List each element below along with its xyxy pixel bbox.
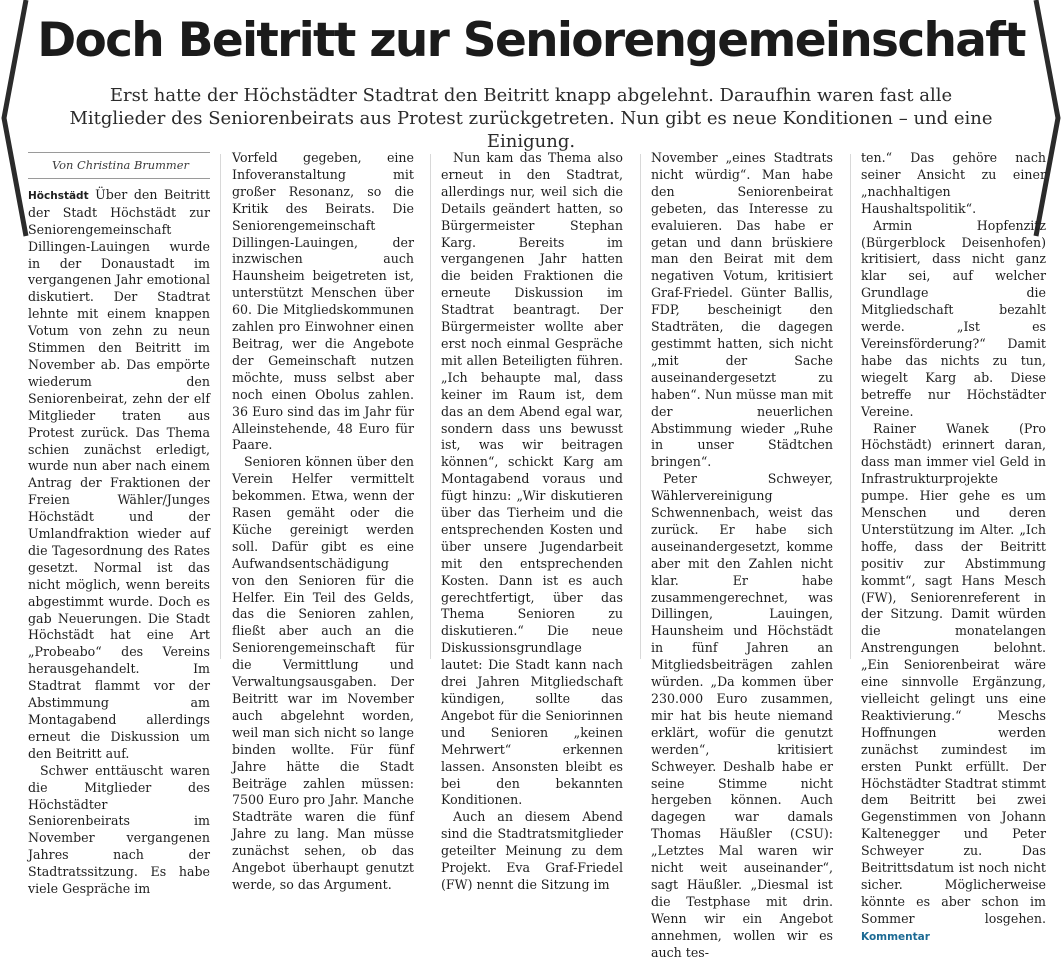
article-deck: Erst hatte der Höchstädter Stadtrat den Beitritt knapp abgelehnt. Daraufhin waren fast alle Mitglieder des Seniorenbeirats aus Protest zurückgetreten. Nun gibt es neue Konditionen – und eine Einigung. xyxy=(69,85,993,152)
article-column-5 xyxy=(861,150,1046,943)
article-column-3 xyxy=(441,150,623,892)
kommentar-link[interactable]: Kommentar xyxy=(861,930,930,943)
article-column-2 xyxy=(232,150,414,892)
paragraph: November „eines Stadtrats nicht würdig“. Man habe den Seniorenbeirat gebeten, das Interesse zu evaluieren. Das habe er getan und dann brüskiere man den Beirat mit dem negativen Votum, kritisiert Graf-Friedel. Günter Ballis, FDP, bescheinigt den Stadträten, die dagegen gestimmt hatten, sich nicht „mit der Sache auseinandergesetzt zu haben“. Nun müsse man mit der neuerlichen Abstimmung wieder „Ruhe in unser Städtchen bringen“. xyxy=(651,150,833,470)
column-divider xyxy=(220,154,221,659)
column-divider xyxy=(850,154,851,659)
article-column-4 xyxy=(651,150,833,960)
paragraph: ten.“ Das gehöre nach seiner Ansicht zu einer „nachhaltigen Haushaltspolitik“. xyxy=(861,150,1046,216)
paragraph: Senioren können über den Verein Helfer vermittelt bekommen. Etwa, wenn der Rasen gemäht oder die Küche gereinigt werden soll. Dafür gibt es eine Aufwandsentschädigung von den Senioren für die Helfer. Ein Teil des Gelds, das die Senioren zahlen, fließt aber auch an die Seniorengemeinschaft für die Vermittlung und Verwaltungsausgaben. Der Beitritt war im November auch abgelehnt worden, weil man sich nicht so lange binden wollte. Für fünf Jahre hätte die Stadt Beiträge zahlen müssen: 7500 Euro pro Jahr. Manche Stadträte waren die fünf Jahre zu lang. Man müsse zunächst sehen, ob das Angebot überhaupt genutzt werde, so das Argument. xyxy=(232,454,414,892)
paragraph-text: Über den Beitritt der Stadt Höchstädt zur Seniorengemeinschaft Dillingen-Lauingen wurde in der Donaustadt im vergangenen Jahr emotional diskutiert. Der Stadtrat lehnte mit einem knappen Votum von zehn zu neun Stimmen den Beitritt im November ab. Das empörte wiederum den Seniorenbeirat, zehn der elf Mitglieder traten aus Protest zurück. Das Thema schien zunächst erledigt, wurde nun aber nach einem Antrag der Fraktionen der Freien Wähler/Junges Höchstädt und der Umlandfraktion wieder auf die Tagesordnung des Rates gesetzt. Normal ist das nicht möglich, wenn bereits abgestimmt wurde. Doch es gab Neuerungen. Die Stadt Höchstädt hat eine Art „Probeabo“ des Vereins herausgehandelt. Im Stadtrat flammt vor der Abstimmung am Montagabend allerdings erneut die Diskussion um den Beitritt auf. xyxy=(28,186,210,761)
paragraph: Nun kam das Thema also erneut in den Stadtrat, allerdings nur, weil sich die Details geändert hatten, so Bürgermeister Stephan Karg. Bereits im vergangenen Jahr hatten die beiden Fraktionen die erneute Diskussion im Stadtrat beantragt. Der Bürgermeister wollte aber erst noch einmal Gespräche mit allen Beteiligten führen. „Ich behaupte mal, dass keiner im Raum ist, dem das an dem Abend egal war, sondern dass uns bewusst ist, was wir beitragen können“, schickt Karg am Montagabend voraus und fügt hinzu: „Wir diskutieren über das Tierheim und die entsprechenden Kosten und über unsere Jugendarbeit mit den entsprechenden Kosten. Dann ist es auch gerechtfertigt, über das Thema Senioren zu diskutieren.“ Die neue Diskussionsgrundlage lautet: Die Stadt kann nach drei Jahren Mitgliedschaft kündigen, sollte das Angebot für die Seniorinnen und Senioren „keinen Mehrwert“ erkennen lassen. Ansonsten bleibt es bei den bekannten Konditionen. xyxy=(441,150,623,808)
paragraph xyxy=(861,421,1046,946)
paragraph: Armin Hopfenzitz (Bürgerblock Deisenhofen) kritisiert, dass nicht ganz klar sei, auf welcher Grundlage die Mitgliedschaft bezahlt werde. „Ist es Vereinsförderung?“ Damit habe das nichts zu tun, wiegelt Karg ab. Diese betreffe nur Höchstädter Vereine. xyxy=(861,217,1046,419)
column-divider xyxy=(640,154,641,659)
byline: Von Christina Brummer xyxy=(52,158,189,172)
column-divider xyxy=(430,154,431,659)
paragraph: Peter Schweyer, Wählervereinigung Schwennenbach, weist das zurück. Er habe sich auseinandergesetzt, komme aber mit den Zahlen nicht klar. Er habe zusammengerechnet, was Dillingen, Lauingen, Haunsheim und Höchstädt in fünf Jahren an Mitgliedsbeiträgen zahlen würden. „Da kommen über 230.000 Euro zusammen, mir hat bis heute niemand erklärt, wofür die genutzt werden“, kritisiert Schweyer. Deshalb habe er seine Stimme nicht hergeben können. Auch dagegen war damals Thomas Häußler (CSU): „Letztes Mal waren wir nicht weit auseinander“, sagt Häußler. „Diesmal ist die Testphase mit drin. Wenn wir ein Angebot annehmen, wollen wir es auch tes- xyxy=(651,471,833,960)
paragraph: Schwer enttäuscht waren die Mitglieder des Höchstädter Seniorenbeirats im November vergangenen Jahres nach der Stadtratssitzung. Es habe viele Gespräche im xyxy=(28,762,210,897)
byline-box xyxy=(28,152,210,179)
paragraph-text: Rainer Wanek (Pro Höchstädt) erinnert daran, dass man immer viel Geld in Infrastrukturprojekte pumpe. Hier gehe es um Menschen und deren Unterstützung im Alter. „Ich hoffe, dass der Beitritt positiv zur Abstimmung kommt“, sagt Hans Mesch (FW), Seniorenreferent in der Sitzung. Damit würden die monatelangen Anstrengungen belohnt. „Ein Seniorenbeirat wäre eine sinnvolle Ergänzung, vielleicht gelingt uns eine Reaktivierung.“ Meschs Hoffnungen werden zunächst zumindest im ersten Punkt erfüllt. Der Höchstädter Stadtrat stimmt dem Beitritt bei zwei Gegenstimmen von Johann Kaltenegger und Peter Schweyer zu. Das Beitrittsdatum ist noch nicht sicher. Möglicherweise könnte es aber schon im Sommer losgehen. xyxy=(861,420,1046,926)
dateline: Höchstädt xyxy=(28,189,89,202)
article-column-1 xyxy=(28,150,210,897)
paragraph: Vorfeld gegeben, eine Infoveranstaltung mit großer Resonanz, so die Kritik des Beirats. Die Seniorengemeinschaft Dillingen-Lauingen, der inzwischen auch Haunsheim beigetreten ist, unterstützt Menschen über 60. Die Mitgliedskommunen zahlen pro Einwohner einen Beitrag, wer die Angebote der Gemeinschaft nutzen möchte, muss selbst aber noch einen Obolus zahlen. 36 Euro sind das im Jahr für Alleinstehende, 48 Euro für Paare. xyxy=(232,150,414,453)
paragraph xyxy=(28,187,210,763)
article-headline: Doch Beitritt zur Seniorengemeinschaft xyxy=(37,13,1025,68)
paragraph: Auch an diesem Abend sind die Stadtratsmitglieder geteilter Meinung zu dem Projekt. Eva Graf-Friedel (FW) nennt die Sitzung im xyxy=(441,809,623,892)
